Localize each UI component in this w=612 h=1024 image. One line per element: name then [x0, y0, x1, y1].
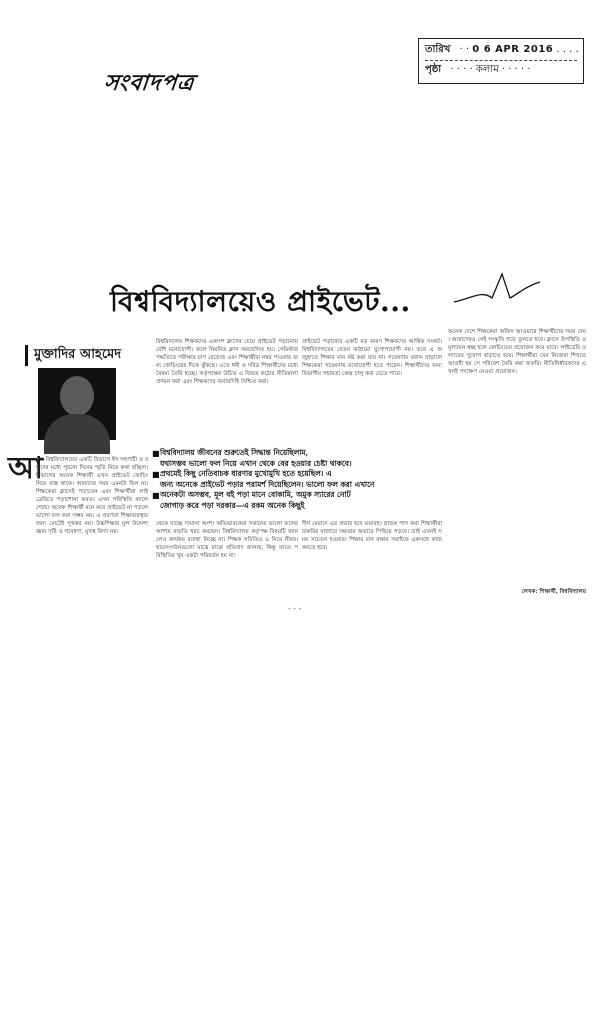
article-column-3: প্রাইভেট পড়ানোর একটি বড় কারণ শিক্ষকদের আর্থিক সংকট। বিশ্ববিদ্যালয়ের বেতন কাঠামো যুগোপযোগী নয়। তবে এ অজুহাতে শিক্ষার মান নষ্ট করা যায় না। গবেষণায় বরাদ্দ বাড়ালে শিক্ষকেরা গবেষণায় মনোযোগী হতে পারেন। শিক্ষার্থীদের জন্য বিভাগীয় সহায়তা কেন্দ্র চালু করা যেতে পারে। [302, 339, 442, 377]
article-column-3-continued: দীর্ঘ মেয়াদে এর প্রভাব হবে ভয়াবহ। স্নাতক পাস করা শিক্ষার্থীরা চাকরির বাজারে দক্ষতার অভাবে পিছিয়ে পড়বে। তাই এখনই সময় সচেতন হওয়ার। শিক্ষার মান রক্ষায় সবাইকে একসঙ্গে কাজ করতে হবে। [302, 521, 442, 551]
stamp-date-row: তারিখ · · 0 6 APR 2016 . . . . [425, 42, 577, 61]
pull-quote-line: ■ প্রথমেই কিছু নেতিবাচক ধারণার মুখোমুখি হতে হয়েছিল। এ [152, 469, 332, 480]
pull-quote-line: জোগাড় করে পড়া দরকার—এ রকম অনেক কিছুই [160, 500, 305, 510]
article-column-4: অনেক দেশে শিক্ষকেরা অফিস আওয়ারে শিক্ষার্থীদের সময় দেন। আমাদেরও সেই সংস্কৃতি গড়ে তুলতে হবে। ক্লাসে উপস্থিতি ও মূল্যায়ন স্বচ্ছ হলে কোচিংয়ের প্রয়োজন কমে যাবে। লাইব্রেরি ও ল্যাবের সুযোগ বাড়াতে হবে। শিক্ষার্থীরা যেন নিজেরা শিখতে আগ্রহী হয় সে পরিবেশ তৈরি করা জরুরি। নীতিনির্ধারকদের এখনই পদক্ষেপ নেওয়া প্রয়োজন। [448, 329, 586, 375]
pull-quote-line: যথাসম্ভব ভালো ফল নিয়ে এখান থেকে বের হওয়ার চেষ্টা থাকবে। [160, 458, 352, 468]
author-face [60, 376, 94, 416]
article-column-1: মার বিশ্ববিদ্যালয়ের একটি বিভাগে ঈদ সহপাঠী ও বন্ধুদের মধ্যে পুরনো দিনের স্মৃতি নিয়ে কথা হচ্ছিল। বিভাগের অনেক শিক্ষার্থী এখন প্রাইভেট কোচিং নিয়ে ব্যস্ত থাকে। আমাদের সময় এমনটা ছিল না। শিক্ষকেরা ক্লাসেই পড়াতেন এবং শিক্ষার্থীরা লাইব্রেরিতে পড়াশোনা করত। এখন পরিস্থিতি বদলে গেছে। অনেক শিক্ষার্থী মনে করে প্রাইভেট না পড়লে ভালো ফল করা সম্ভব নয়। এ প্রবণতা শিক্ষাব্যবস্থার জন্য মোটেই সুখকর নয়। উচ্চশিক্ষার মূল উদ্দেশ্য জ্ঞান সৃষ্টি ও গবেষণা, মুখস্থ বিদ্যা নয়। [36, 457, 148, 535]
pull-quote [152, 448, 442, 512]
pull-quote-line: জন্য অনেকে প্রাইভেট পড়ার পরামর্শ দিয়েছিলেন। ভালো ফল করা এখানে [160, 479, 375, 489]
article-column-2-continued: থেকে যাচ্ছে সামান্য অংশ। অভিভাবকেরা সন্তানের ভালো ফলের আশায় বাড়তি খরচ করছেন। বিশ্ববিদ্যালয় কর্তৃপক্ষ বিষয়টি জানলেও কার্যকর ব্যবস্থা নিচ্ছে না। শিক্ষক সমিতিও এ নিয়ে নীরব। ছাত্রসংগঠনগুলো মাঝে মাঝে প্রতিবাদ জানায়, কিন্তু তাতে পরিস্থিতির খুব একটা পরিবর্তন হয় না। [156, 521, 298, 559]
pull-quote-line: ■ অনেকটা অসম্ভব, মূল বই পড়া মানে বোকামি, অমুক স্যারের নোট [152, 490, 351, 501]
headline-flourish [452, 268, 542, 308]
stamp-page-label: পৃষ্ঠা [425, 64, 442, 75]
date-stamp [418, 38, 584, 84]
author-shoulders [44, 414, 110, 454]
article-column-2: বিশ্ববিদ্যালয় শিক্ষকদের একাংশ ক্লাসের চেয়ে প্রাইভেট পড়ানোয় বেশি মনোযোগী। ফলে নিয়মিত ক্লাস অবহেলিত হয়। সেমিস্টার পদ্ধতিতে পরীক্ষার চাপ বেড়েছে এবং শিক্ষার্থীরা নম্বর পাওয়ার জন্য কোচিংয়ের দিকে ঝুঁকছে। এতে ধনী ও দরিদ্র শিক্ষার্থীদের মধ্যে বৈষম্য তৈরি হচ্ছে। কর্তৃপক্ষের উচিত এ বিষয়ে কঠোর নীতিমালা প্রণয়ন করা এবং শিক্ষকদের জবাবদিহি নিশ্চিত করা। [156, 339, 298, 385]
column-divider: - - - [288, 604, 302, 613]
stamp-date-label: তারিখ [425, 44, 451, 55]
stamp-page-row: পৃষ্ঠা · · · · কলাম · · · · · [425, 64, 531, 75]
stamp-page-value: কলাম [475, 64, 499, 75]
author-photo [38, 368, 116, 440]
author-note: লেখক: শিক্ষার্থী, বিশ্ববিদ্যালয় [521, 589, 586, 595]
newspaper-masthead: সংবাদপত্র [102, 70, 196, 96]
author-byline: মুক্তাদির আহমেদ [25, 345, 121, 366]
drop-cap: আ [8, 451, 43, 486]
article-headline: বিশ্ববিদ্যালয়েও প্রাইভেট... [110, 285, 411, 318]
stamp-date-value: 0 6 APR 2016 [472, 44, 554, 55]
pull-quote-line: ■ বিশ্ববিদ্যালয় জীবনের শুরুতেই সিদ্ধান্ত নিয়েছিলাম, [152, 448, 309, 458]
